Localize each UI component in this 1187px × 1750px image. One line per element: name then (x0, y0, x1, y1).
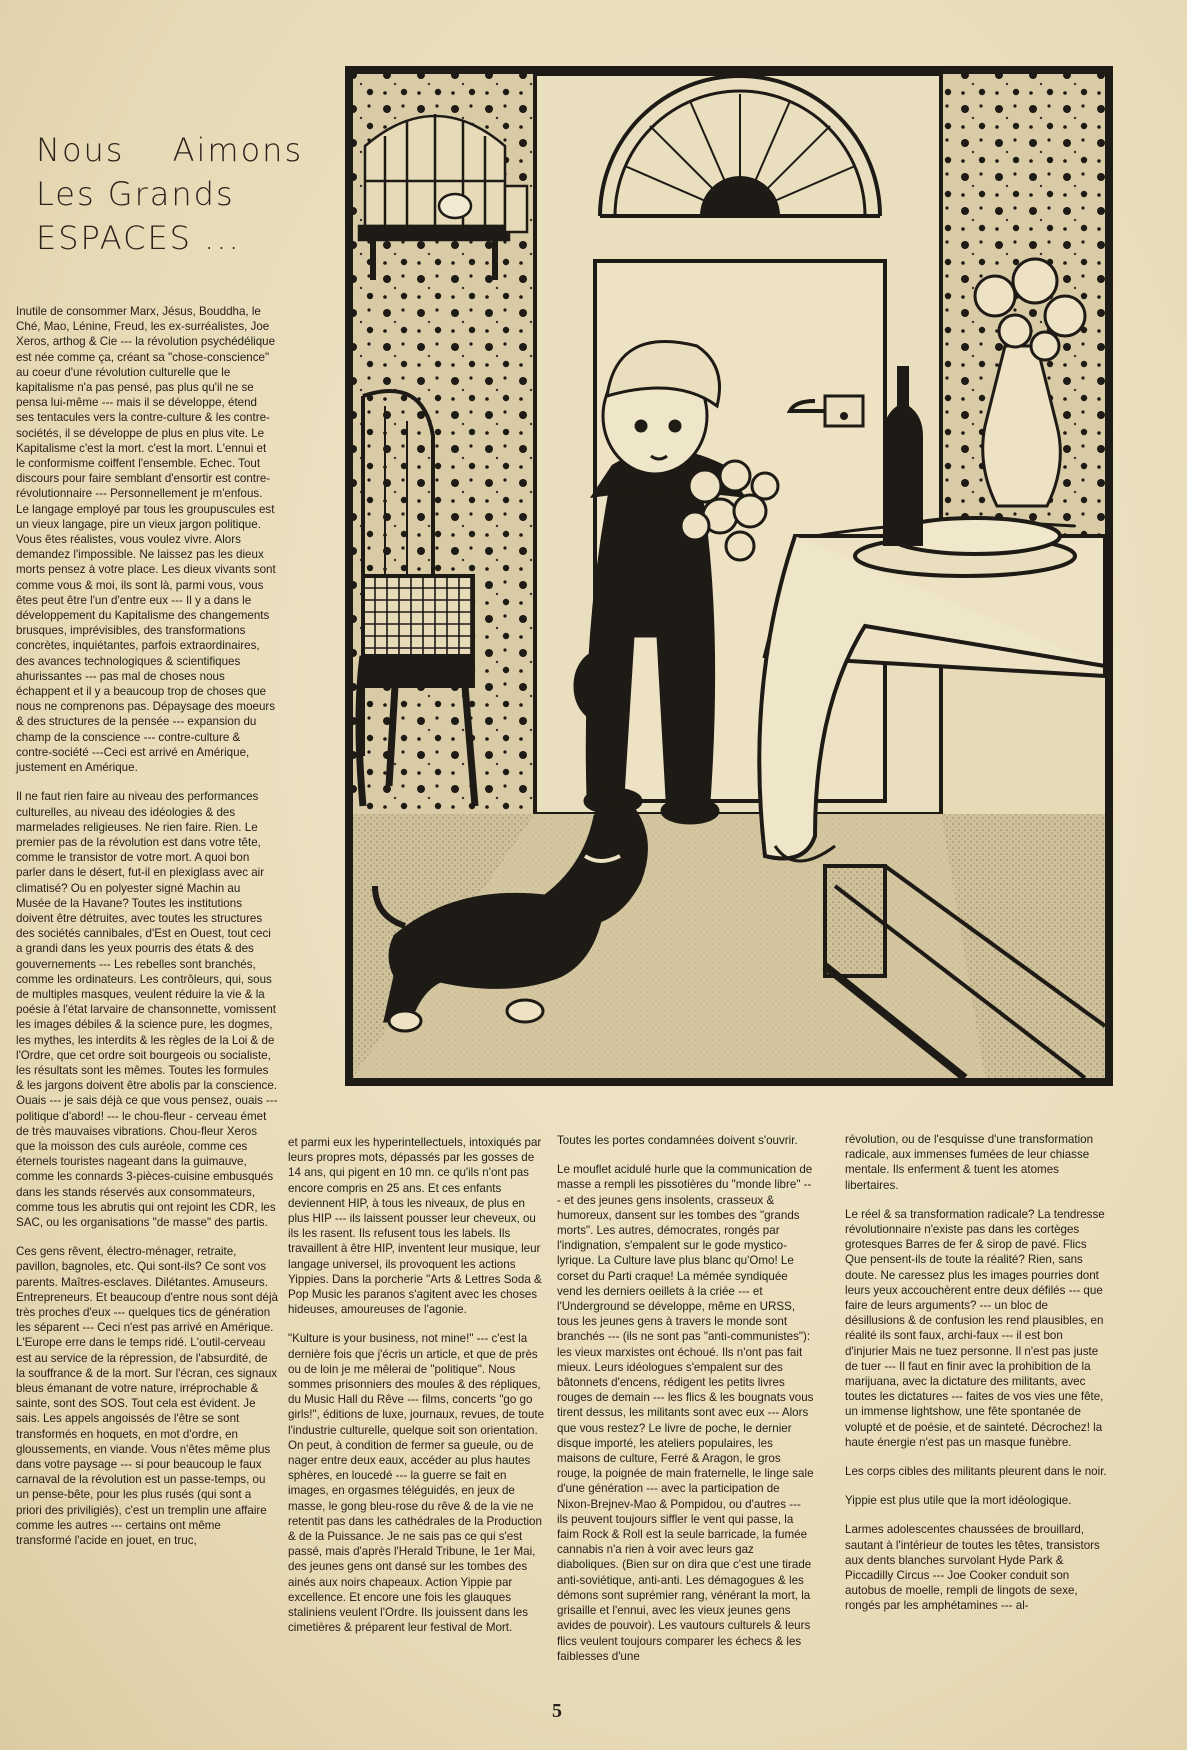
paragraph: Inutile de consommer Marx, Jésus, Bouddha, le Ché, Mao, Lénine, Freud, les ex-surréalistes, Joe Xeros, arthog & Cie --- la révolution psychédélique est née comme ça, créant sa "chose-conscience" au coeur d'une révolution culturelle que le kapitalisme n'a pas pensé, pas plus qu'il ne se pensa lui-même --- mais il se développe, étend ses tentacules vers la contre-culture & les contre-sociétés, il se développe de plus en plus vite. Le Kapitalisme c'est la mort. c'est la mort. L'ennui et le conformisme coiffent l'ensemble. Echec. Tout discours pour faire semblant d'ensortir est contre-révolutionnaire --- Personnellement je m'enfous. Le langage employé par tous les groupuscules est un vieux langage, pire un vieux jargon politique. Vous êtes réalistes, vous voulez vivre. Alors demandez l'impossible. Ne laissez pas les dieux morts pensez à votre place. Les dieux vivants sont comme vous & moi, ils sont là, parmi vous, vous êtes peut être l'un d'entre eux --- Il y a dans le développement du Kapitalisme des changements brusques, imprévisibles, des transformations concrètes, inquiétantes, parfois extraordinaires, des avances technologiques & scientifiques ahurissantes --- pas mal de choses nous échappent et il y a beaucoup trop de choses que nous ne comprenons pas. Dépaysage des moeurs & des structures de la pensée --- expansion du champ de la conscience --- contre-culture & contre-société ---Ceci est arrivé en Amérique, justement en Amérique. (16, 305, 276, 775)
headline-line-3: ESPACES ... (36, 219, 241, 257)
headline-line-1: Nous Aimons (36, 131, 304, 169)
paragraph: et parmi eux les hyperintellectuels, intoxiqués par leurs propres mots, dépassés par les gosses de 14 ans, qui pigent en 10 mn. ce qu'ils n'ont pas encore compris en 25 ans. Et ces enfants deviennent HIP, à tous les niveaux, de plus en plus HIP --- ils laissent pousser leur cheveux, ou ils les rasent. Ils refusent tous les labels. Ils travaillent à être HIP, inventent leur musique, leur langage universel, ils provoquent les actions Yippies. Dans la porcherie "Arts & Lettres Soda & Pop Music les paranos s'agitent avec les choses hideuses, amoureuses de l'agonie. (288, 1136, 542, 1317)
paragraph: Les corps cibles des militants pleurent dans le noir. (845, 1465, 1107, 1479)
article-column-1 (16, 304, 278, 1562)
paragraph: Larmes adolescentes chaussées de brouillard, sautant à l'intérieur de toutes les têtes, transistors aux dents blanches survolant Hyde Park & Piccadilly Circus --- Joe Cooker conduit son autobus de moelle, rempli de lingots de sexe, rongés par les amphétamines --- al- (845, 1523, 1100, 1613)
article-column-3 (557, 1133, 815, 1678)
article-column-4 (845, 1132, 1107, 1628)
headline (36, 128, 336, 260)
paragraph: révolution, ou de l'esquisse d'une transformation radicale, aux immenses fumées de leur chiasse mentale. Ils enferment & tuent les atomes libertaires. (845, 1133, 1094, 1192)
paragraph: Ces gens rêvent, électro-ménager, retraite, pavillon, bagnoles, etc. Qui sont-ils? Ce sont vos parents. Maîtres-esclaves. Dilétantes. Amuseurs. Entrepreneurs. Et beaucoup d'entre nous sont déjà très proches d'eux --- quelques tics de génération les séparent --- Ceci n'est pas arrivé en Amérique. L'Europe erre dans le temps ridé. L'outil-cerveau est au service de la répression, de l'absurdité, de la souffrance & de la mort. Sur l'écran, ces signaux bleus émanant de votre nature, irréprochable & sainte, sont des SOS. Tout cela est évident. Je sais. Les appels angoissés de l'être se sont transformés en hoquets, en mot d'ordre, en gloussements, en viande. Vous n'êtes même plus dans votre paysage --- si pour beaucoup le faux carnaval de la révolution est un passe-temps, ou un pense-bête, pour les plus rusés (qui sont a priori des priviligiés), c'est un tremplin une affaire comme les autres --- certains ont même transformé l'acide en jouet, en truc, (16, 1245, 278, 1548)
illustration (345, 66, 1113, 1086)
paragraph: Yippie est plus utile que la mort idéologique. (845, 1494, 1072, 1508)
article-column-2 (288, 1135, 546, 1650)
paragraph: Le réel & sa transformation radicale? La tendresse révolutionnaire n'existe pas dans les cortèges grotesques Barres de fer & sirop de pavé. Flics Que pensent-ils de toute la réalité? Rien, sans doute. Ne caressez plus les images pourries dont leurs yeux accouchèrent entre deux défilés --- que faire de leurs arguments? --- un bloc de désillusions & de confusion les rend plausibles, en réalité ils sont faux, archi-faux --- il est bon d'injurier Mais ne tuez personne. Il n'est pas juste de tuer --- Il faut en finir avec la prohibition de la marijuana, avec la dictature des militants, avec toutes les dictatures --- faites de vos vies une fête, un immense lightshow, une fête spontanée de volupté et de poésie, et de sainteté. Décrochez! la haute énergie n'est pas un masque funèbre. (845, 1207, 1105, 1449)
headline-line-2: Les Grands (36, 175, 235, 213)
paragraph: "Kulture is your business, not mine!" --- c'est la dernière fois que j'écris un article, et que de près ou de loin je me mêlerai de "politique". Nous sommes prisonniers des moules & des répliques, du Music Hall du Rêve --- films, concerts "go go girls!", éditions de luxe, journaux, revues, de toute l'industrie culturelle, quelque soit son orientation. On peut, à condition de fermer sa gueule, ou de nager entre deux eaux, accéder au plus hautes sphères, en loucedé --- la guerre se fait en images, en orgasmes téléguidés, en jeux de masse, le gong bleu-rose du rêve & de la vie ne retentit pas dans les cathédrales de la Production & de la Puissance. Je ne sais pas ce qui s'est passé, mais d'après l'Herald Tribune, le 1er Mai, des jeunes gens ont dansé sur les tombes des ainés aux noirs chapeaux. Action Yippie par excellence. Et encore une fois les glauques staliniens veulent l'Ordre. Ils jouissent dans les cimetières & préparent leur festival de Mort. (288, 1332, 545, 1635)
paragraph: Il ne faut rien faire au niveau des performances culturelles, au niveau des idéologies & des marmelades religieuses. Ne rien faire. Rien. Le premier pas de la révolution est dans votre tête, comme le transistor de votre mort. A quoi bon parler dans le désert, fut-il en plexiglass avec air climatisé? Ou en polyester signé Machin au Musée de la Havane? Toutes les institutions doivent être détruites, avec toutes les structures des sociétés cannibales, d'Est en Ouest, tout ceci a grandi dans les yeux pourris des états & des gouvernements --- Les rebelles sont branchés, comme les ordinateurs. Les contrôleurs, qui, sous de multiples masques, veulent réduire la vie & la poésie à l'état larvaire de chansonnette, vomissent les images débiles & la science pure, les dogmes, les mythes, les interdits & les règles de la Loi & de l'Ordre, que cet ordre soit bourgeois ou socialiste, les résultats sont les mêmes. Toutes les formules & les jargons doivent être abolis par la conscience. Ouais --- je sais déjà ce que vous pensez, ouais --- politique d'abord! --- le chou-fleur - cerveau émet de très mauvaises vibrations. Chou-fleur Xeros que la moisson des culs auréole, comme ces éternels touristes nageant dans la guimauve, comme les connards 3-pièces-cuisine embusqués dans les stands réservés aux consommateurs, comme tous les abrutis qui ont rejoint les CDR, les SAC, ou les organisations "de masse" des partis. (16, 790, 278, 1229)
paragraph: Toutes les portes condamnées doivent s'ouvrir. (557, 1134, 798, 1147)
page-number: 5 (552, 1700, 562, 1722)
paragraph: Le mouflet acidulé hurle que la communication de masse a rempli les pissotières du "monde libre" --- et des jeunes gens insolents, crasseux & humoreux, dansent sur les tombes des "grands morts". Les autres, démocrates, rongés par l'indignation, s'empalent sur le gode mystico-lyrique. La Culture lave plus blanc qu'Omo! Le corset du Parti craque! La mémée syndiquée vend les derniers oeillets à la criée --- et l'Underground se développe, même en URSS, tous les jeunes gens à travers le monde sont branchés --- (ils ne sont pas "anti-communistes"): les vieux marxistes ont échoué. Ils n'ont pas fait mieux. Leurs idéologues s'empalent sur des bâtonnets d'encens, rédigent les petits livres rouges de demain --- les flics & les bougnats vous tirent dessus, les militants sont avec eux --- Alors que vous restez? Le livre de poche, le dernier disque importé, les ateliers populaires, les maisons de culture, Ferré & Aragon, le gros rouge, la poignée de main fraternelle, le linge sale d'une génération --- avec la participation de Nixon-Brejnev-Mao & Pompidou, ou d'autres --- ils peuvent toujours siffler le vent qui passe, la faim Rock & Roll est la seule barricade, la fumée cannabis n'a rien à voir avec leurs gaz diaboliques. (Bien sur on dira que c'est une tirade anti-soviétique, anti-anti. Les démagogues & les démons sont suprémier rang, vénérant la mort, la grisaille et l'ennui, avec les vieux jeunes gens avides de pouvoir). Les vautours culturels & leurs flics veulent toujours comparer les échecs & les faiblesses d'une (557, 1163, 814, 1663)
